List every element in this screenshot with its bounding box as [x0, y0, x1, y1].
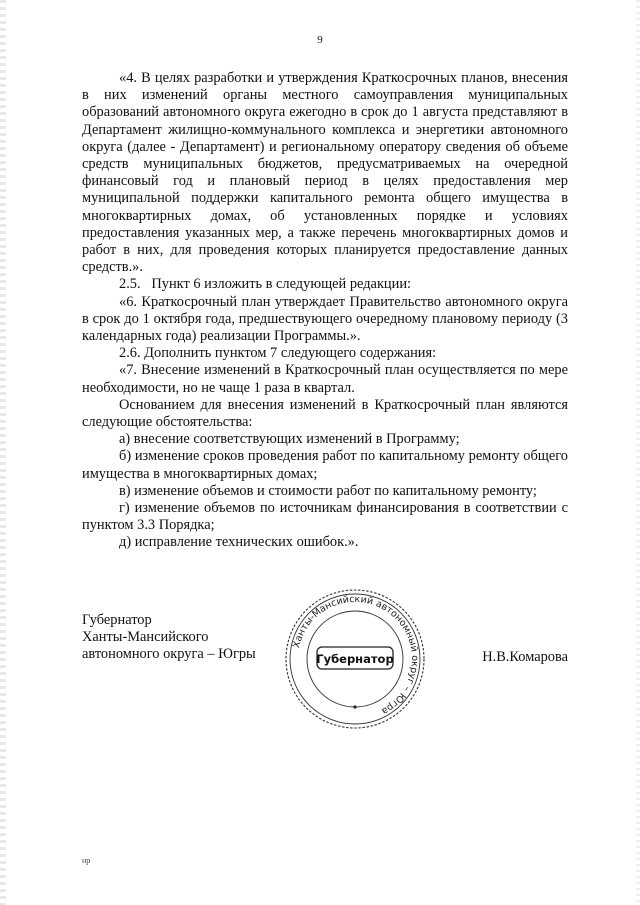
seal-dot	[353, 705, 356, 708]
list-item-a: а) внесение соответствующих изменений в Программу;	[119, 431, 460, 448]
paragraph-item-6: «6. Краткосрочный план утверждает Правительство автономного округа в срок до 1 октября года, предшествующего очередному плановому периоду (3 календарных года) реализации Программы.».	[82, 293, 568, 345]
paragraph-2-5: 2.5. Пункт 6 изложить в следующей редакции:	[119, 276, 412, 293]
scan-edge-left	[0, 0, 6, 905]
list-item-g: г) изменение объемов по источникам финансирования в соответствии с пунктом 3.3 Порядка;	[82, 500, 568, 534]
signatory-name: Н.В.Комарова	[482, 649, 568, 665]
paragraph-item-7: «7. Внесение изменений в Краткосрочный план осуществляется по мере необходимости, но не чаще 1 раза в квартал.	[82, 362, 568, 396]
seal-center-text: Губернатор	[316, 652, 394, 666]
signature-title-line1: Губернатор	[82, 612, 152, 628]
scan-edge-right	[636, 0, 640, 905]
paragraph-grounds: Основанием для внесения изменений в Краткосрочный план являются следующие обстоятельства:	[82, 396, 568, 431]
list-item-v: в) изменение объемов и стоимости работ по капитальному ремонту;	[119, 482, 537, 499]
signature-title-line3: автономного округа – Югры	[82, 646, 256, 663]
official-seal-stamp	[281, 585, 429, 733]
seal-ring-text: Ханты-Мансийский автономный округ – Югра	[291, 593, 421, 717]
footer-mark: нр	[82, 856, 91, 865]
document-body	[82, 70, 568, 552]
signature-block	[82, 612, 256, 664]
list-item-b: б) изменение сроков проведения работ по капитальному ремонту общего имущества в многоквартирных домах;	[82, 448, 568, 482]
paragraph-2-6: 2.6. Дополнить пунктом 7 следующего содержания:	[119, 345, 437, 362]
signature-title-line2: Ханты-Мансийского	[82, 629, 209, 646]
paragraph-item-4: «4. В целях разработки и утверждения Краткосрочных планов, внесения в них изменений органы местного самоуправления муниципальных образований автономного округа ежегодно в срок до 1 августа представляют в Департамент жилищно-коммунального комплекса и энергетики автономного округа (далее - Департамент) и региональному оператору сведения об объеме средств муниципальных бюджетов, предусматриваемых на очередной финансовый год и плановый период в целях предоставления мер муниципальной поддержки капитального ремонта общего имущества в многоквартирных домах, об установленных порядке и условиях предоставления указанных мер, а также перечень многоквартирных домов и работ в них, для проведения которых планируется предоставление данных средств.».	[82, 70, 568, 276]
page-number: 9	[317, 34, 323, 46]
list-item-d: д) исправление технических ошибок.».	[119, 534, 359, 551]
